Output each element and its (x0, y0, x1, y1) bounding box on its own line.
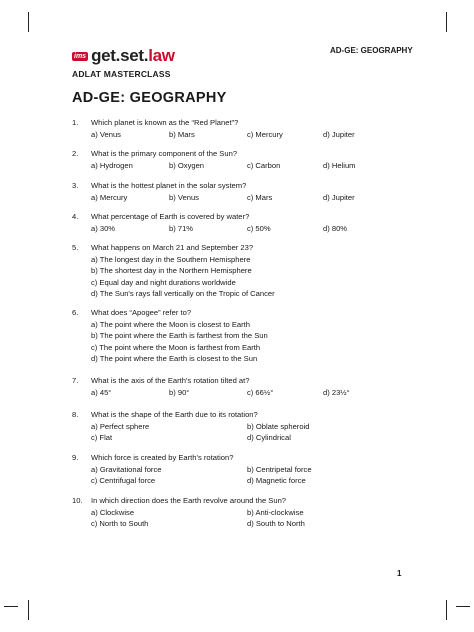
answer-option: b) Oxygen (169, 161, 205, 170)
answer-option: b) Venus (169, 193, 199, 202)
logo-wordmark: get.set.law (91, 46, 175, 65)
header-section-label: AD-GE: GEOGRAPHY (330, 46, 413, 55)
answer-option: a) The point where the Moon is closest to Earth (91, 320, 250, 329)
answer-option: d) 23½° (323, 388, 350, 397)
answer-option: c) Centrifugal force (91, 476, 156, 486)
answer-option: c) Mars (247, 193, 273, 202)
question-number: 6. (72, 308, 79, 317)
answer-option: a) Venus (91, 130, 121, 139)
answer-option: a) Mercury (91, 193, 128, 202)
answer-option: d) South to North (247, 519, 305, 529)
question-number: 4. (72, 212, 79, 221)
question-text: What does “Apogee” refer to? (91, 308, 192, 317)
question-text: What is the hottest planet in the solar system? (91, 181, 247, 190)
question-5 (72, 242, 412, 302)
answer-option: d) Magnetic force (247, 476, 306, 486)
question-number: 9. (72, 453, 79, 462)
answer-option: c) North to South (91, 519, 149, 529)
question-text: What percentage of Earth is covered by water? (91, 212, 250, 221)
crop-mark-top-left (28, 12, 29, 32)
answer-option: c) Equal day and night durations worldwide (91, 277, 236, 287)
answer-option: b) Oblate spheroid (247, 422, 310, 431)
question-number: 3. (72, 181, 79, 190)
answer-option: d) Helium (323, 161, 356, 170)
question-text: Which planet is known as the “Red Planet”? (91, 118, 239, 127)
question-number: 10. (72, 496, 83, 505)
answer-option: d) Jupiter (323, 193, 355, 202)
crop-mark-left-bottom (4, 606, 18, 607)
answer-option: a) Perfect sphere (91, 422, 150, 431)
answer-option: d) Cylindrical (247, 433, 291, 443)
answer-option: a) Hydrogen (91, 161, 133, 170)
answer-option: b) 71% (169, 224, 194, 233)
answer-option: a) Gravitational force (91, 465, 162, 474)
answer-option: a) Clockwise (91, 508, 135, 517)
answer-option: c) 50% (247, 224, 271, 233)
question-text: What happens on March 21 and September 23? (91, 243, 254, 252)
logo-badge: ims (74, 52, 87, 60)
question-number: 1. (72, 118, 79, 127)
answer-option: b) Centripetal force (247, 465, 312, 474)
crop-mark-bottom-left (28, 600, 29, 620)
question-text: What is the axis of the Earth's rotation tilted at? (91, 376, 250, 385)
question-number: 2. (72, 149, 79, 158)
answer-option: a) 45° (91, 388, 112, 397)
question-10 (72, 495, 412, 555)
answer-option: d) The point where the Earth is closest to the Sun (91, 353, 258, 363)
question-text: Which force is created by Earth's rotation? (91, 453, 234, 462)
question-text: What is the primary component of the Sun? (91, 149, 238, 158)
answer-option: a) 30% (91, 224, 116, 233)
answer-option: c) 66½° (247, 388, 274, 397)
page-title: AD-GE: GEOGRAPHY (72, 90, 227, 106)
answer-option: d) The Sun's rays fall vertically on the Tropic of Cancer (91, 288, 275, 298)
page-number: 1 (397, 569, 402, 578)
crop-mark-top-right (446, 12, 447, 32)
question-6 (72, 307, 412, 367)
answer-option: b) 90° (169, 388, 190, 397)
answer-option: b) The shortest day in the Northern Hemisphere (91, 266, 252, 276)
answer-option: c) The point where the Moon is farthest from Earth (91, 342, 261, 352)
question-text: In which direction does the Earth revolve around the Sun? (91, 496, 287, 505)
answer-option: b) Anti-clockwise (247, 508, 304, 517)
answer-option: c) Flat (91, 433, 113, 443)
answer-option: c) Mercury (247, 130, 283, 139)
answer-option: c) Carbon (247, 161, 281, 170)
question-number: 7. (72, 376, 79, 385)
answer-option: b) Mars (169, 130, 195, 139)
answer-option: d) 80% (323, 224, 348, 233)
answer-option: b) The point where the Earth is farthest from the Sun (91, 331, 268, 341)
crop-mark-right-bottom (456, 606, 470, 607)
question-number: 8. (72, 410, 79, 419)
question-text: What is the shape of the Earth due to its rotation? (91, 410, 258, 419)
answer-option: d) Jupiter (323, 130, 355, 139)
question-number: 5. (72, 243, 79, 252)
crop-mark-bottom-right (446, 600, 447, 620)
header-subtitle: ADLAT MASTERCLASS (72, 69, 171, 79)
answer-option: a) The longest day in the Southern Hemisphere (91, 255, 251, 264)
brand-logo (72, 46, 175, 66)
